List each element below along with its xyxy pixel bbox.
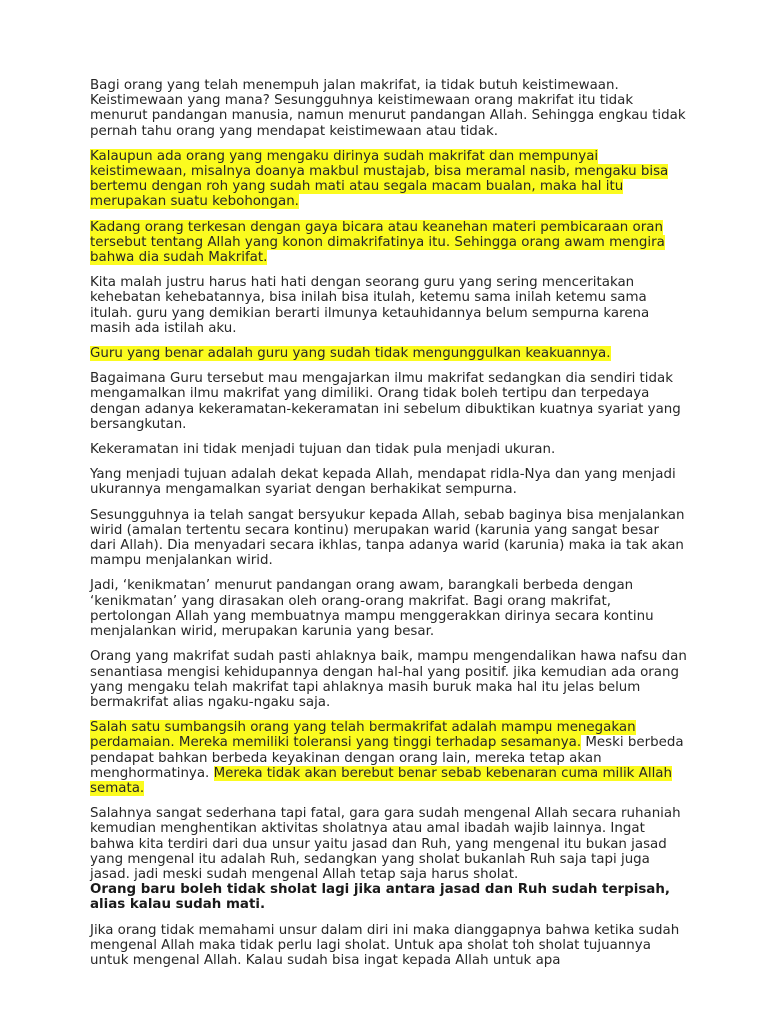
paragraph <box>90 923 688 969</box>
bold-text: Orang baru boleh tidak sholat lagi jika antara jasad dan Ruh sudah terpisah, alias kalau sudah mati. <box>90 882 670 913</box>
highlighted-text: Guru yang benar adalah guru yang sudah tidak mengunggulkan keakuannya. <box>90 346 611 362</box>
paragraph-text: Jadi, ‘kenikmatan’ menurut pandangan orang awam, barangkali berbeda dengan ‘kenikmatan’ yang dirasakan oleh orang-orang makrifat. Bagi orang makrifat, pertolongan Allah yang membuatnya mampu menggerakkan dirinya secara kontinu menjalankan wirid, merupakan karunia yang besar. <box>90 578 654 640</box>
paragraph-text: Sesungguhnya ia telah sangat bersyukur kepada Allah, sebab baginya bisa menjalankan wirid (amalan tertentu secara kontinu) merupakan warid (karunia yang sangat besar dari Allah). Dia menyadari secara ikhlas, tanpa adanya warid (karunia) maka ia tak akan mampu menjalankan wirid. <box>90 507 685 569</box>
paragraph-text: Yang menjadi tujuan adalah dekat kepada Allah, mendapat ridla-Nya dan yang menjadi ukurannya mengamalkan syariat dengan berhakikat sempurna. <box>90 467 676 498</box>
paragraph-text: Jika orang tidak memahami unsur dalam diri ini maka dianggapnya bahwa ketika sudah mengenal Allah maka tidak perlu lagi sholat. Untuk apa sholat toh sholat tujuannya untuk mengenal Allah. Kalau sudah bisa ingat kepada Allah untuk apa <box>90 922 680 968</box>
highlighted-text: Kalaupun ada orang yang mengaku dirinya sudah makrifat dan mempunyai keistimewaan, misalnya doanya makbul mustajab, bisa meramal nasib, mengaku bisa bertemu dengan roh yang sudah mati atau segala macam bualan, maka hal itu merupakan suatu kebohongan. <box>90 148 669 210</box>
paragraph-highlighted <box>90 346 688 361</box>
highlighted-text: Mereka tidak akan berebut benar sebab kebenaran cuma milik Allah semata. <box>90 765 672 796</box>
paragraph-text: Salahnya sangat sederhana tapi fatal, gara gara sudah mengenal Allah secara ruhaniah kemudian menghentikan aktivitas sholatnya atau amal ibadah wajib lainnya. Ingat bahwa kita terdiri dari dua unsur yaitu jasad dan Ruh, yang mengenal itu bukan jasad yang mengenal itu adalah Ruh, sedangkan yang sholat bukanlah Ruh saja tapi juga jasad. jadi meski sudah mengenal Allah tetap saja harus sholat. <box>90 806 681 882</box>
paragraph-text: Meski berbeda pendapat bahkan berbeda keyakinan dengan orang lain, mereka tetap akan menghormatinya. <box>90 735 684 781</box>
paragraph-text: Bagaimana Guru tersebut mau mengajarkan ilmu makrifat sedangkan dia sendiri tidak mengamalkan ilmu makrifat yang dimiliki. Orang tidak boleh tertipu dan terpedaya dengan adanya kekeramatan-kekeramatan ini sebelum dibuktikan kuatnya syariat yang bersangkutan. <box>90 371 681 432</box>
paragraph <box>90 467 688 497</box>
paragraph-highlighted <box>90 220 688 266</box>
paragraph <box>90 578 688 639</box>
paragraph-highlighted <box>90 149 688 210</box>
paragraph-text: Kekeramatan ini tidak menjadi tujuan dan tidak pula menjadi ukuran. <box>90 442 556 458</box>
highlighted-text: Salah satu sumbangsih orang yang telah bermakrifat adalah mampu menegakan perdamaian. Mereka memiliki toleransi yang tinggi terhadap sesamanya. <box>90 720 636 751</box>
highlighted-text: Kadang orang terkesan dengan gaya bicara atau keanehan materi pembicaraan oran tersebut tentang Allah yang konon dimakrifatinya itu. Sehingga orang awam mengira bahwa dia sudah Makrifat. <box>90 219 665 266</box>
paragraph <box>90 275 688 336</box>
paragraph-text: Orang yang makrifat sudah pasti ahlaknya baik, mampu mengendalikan hawa nafsu dan senantiasa mengisi kehidupannya dengan hal-hal yang positif. jika kemudian ada orang yang mengaku telah makrifat tapi ahlaknya masih buruk maka hal itu jelas belum bermakrifat alias ngaku-ngaku saja. <box>90 649 687 710</box>
paragraph <box>90 371 688 432</box>
paragraph-mixed <box>90 806 688 912</box>
paragraph-text: Kita malah justru harus hati hati dengan seorang guru yang sering menceritakan kehebatan kehebatannya, bisa inilah bisa itulah, ketemu sama inilah ketemu sama itulah. guru yang demikian berarti ilmunya ketauhidannya belum sempurna karena masih ada istilah aku. <box>90 275 650 336</box>
paragraph-mixed <box>90 720 688 796</box>
paragraph <box>90 442 688 457</box>
paragraph-text: Bagi orang yang telah menempuh jalan makrifat, ia tidak butuh keistimewaan. Keistimewaan yang mana? Sesungguhnya keistimewaan orang makrifat itu tidak menurut pandangan manusia, namun menurut pandangan Allah. Sehingga engkau tidak pernah tahu orang yang mendapat keistimewaan atau tidak. <box>90 78 686 139</box>
paragraph <box>90 649 688 710</box>
paragraph <box>90 78 688 139</box>
paragraph <box>90 508 688 569</box>
